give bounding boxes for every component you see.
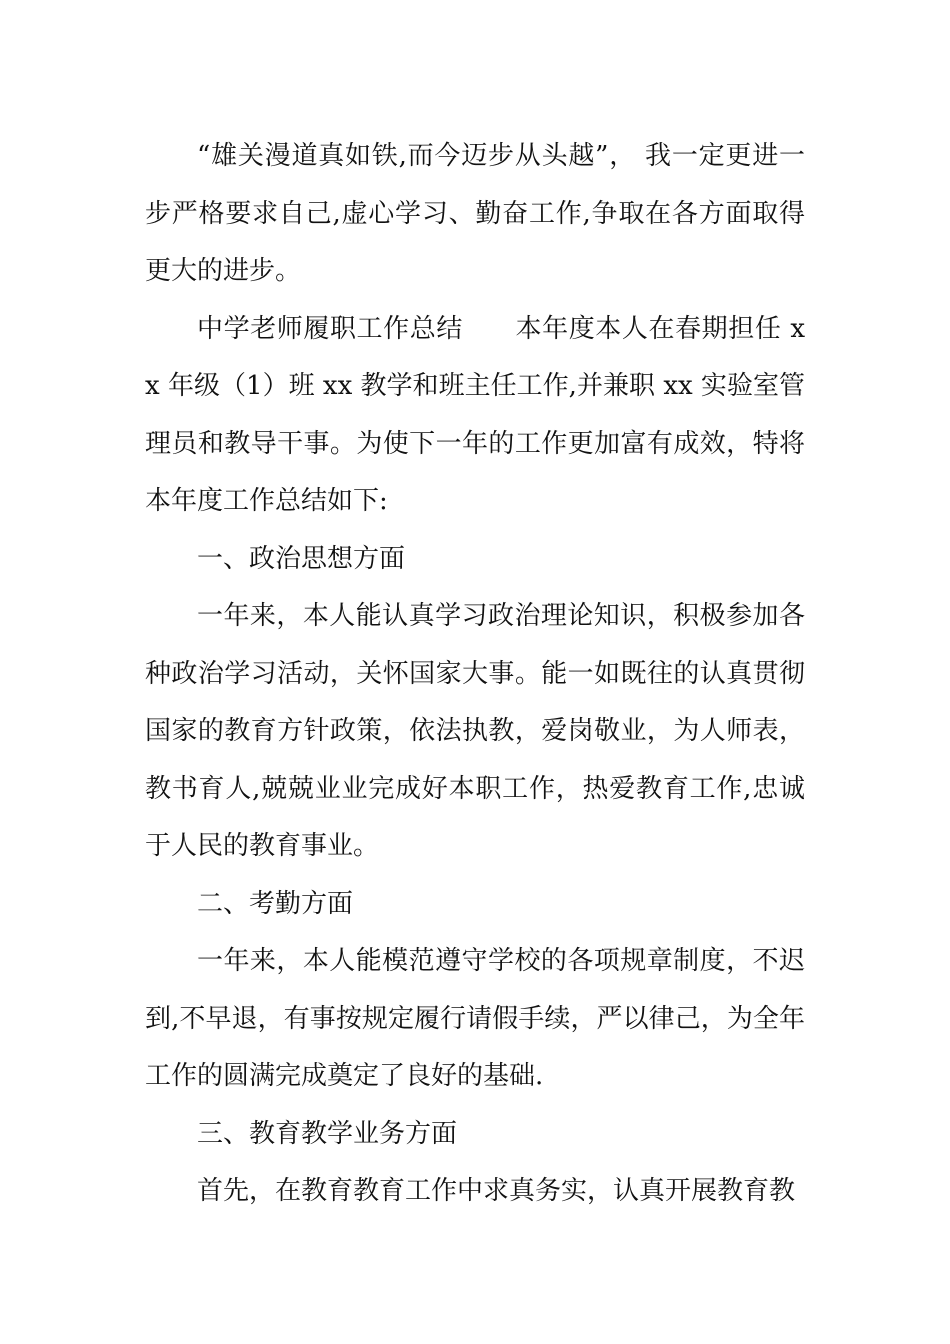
paragraph-teaching: 首先，在教育教育工作中求真务实，认真开展教育教 <box>197 1176 796 1206</box>
section-heading-attendance: 二、考勤方面 <box>197 888 354 919</box>
paragraph-politics: 一年来，本人能认真学习政治理论知识，积极参加各种政治学习活动，关怀国家大事。能一如既往的认真贯彻国家的教育方针政策，依法执教，爱岗敬业，为人师表，教书育人,兢兢业业完成好本职工作，热爱教育工作,忠诚于人民的教育事业。 <box>145 601 805 861</box>
section-heading-politics: 一、政治思想方面 <box>197 543 406 574</box>
paragraph-summary-intro <box>145 301 805 531</box>
paragraph-closing-quote: “雄关漫道真如铁,而今迈步从头越”， 我一定更进一步严格要求自己,虚心学习、勤奋工作,争取在各方面取得更大的进步。 <box>145 141 805 286</box>
summary-intro-text: 本年度本人在春期担任 xx 年级（1）班 xx 教学和班主任工作,并兼职 xx 实验室管理员和教导干事。为使下一年的工作更加富有成效，特将本年度工作总结如下: <box>145 313 805 516</box>
summary-title: 中学老师履职工作总结 <box>197 313 463 344</box>
section-heading-teaching: 三、教育教学业务方面 <box>197 1118 458 1149</box>
document-body <box>145 128 805 1221</box>
paragraph-attendance: 一年来，本人能模范遵守学校的各项规章制度，不迟到,不早退，有事按规定履行请假手续，严以律己，为全年工作的圆满完成奠定了良好的基础. <box>145 946 805 1091</box>
